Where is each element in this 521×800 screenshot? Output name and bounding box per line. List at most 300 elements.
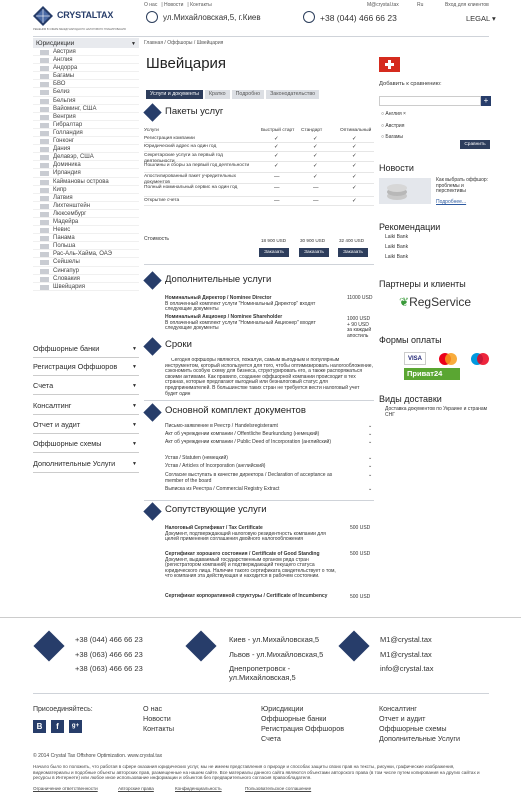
sidebar-country-item[interactable] [33, 178, 139, 186]
footer-link[interactable]: Юрисдикции [261, 704, 304, 713]
menu-consulting[interactable] [33, 397, 139, 415]
document-item [165, 455, 373, 462]
sidebar-country-item[interactable] [33, 283, 139, 291]
menu-label: Дополнительные Услуги [33, 459, 116, 468]
extra-item-desc: В оплаченный комплект услуги "Номинальный Директор" входят следующие документы [165, 300, 316, 313]
country-flag-icon [40, 66, 49, 71]
terms-text: Сегодня оффшоры являются, пожалуй, самым выгодным и популярным инструментом, который используется для того, чтобы оптимизировать налогообложение, сэкономить особую схему для бизнеса, структурировать его, а также распоряжаться своими активами. Как правило, создание оффшорной компании происходит в тех странах, которые предлагают выгодный или безналоговый статус для предпринимателей. В большинстве таких стран не требуется вести налоговый учет будет один [165, 358, 373, 397]
docs-section-icon [143, 403, 161, 421]
country-flag-icon [40, 260, 49, 265]
visa-icon: VISA [404, 352, 426, 365]
close-icon[interactable]: × [403, 111, 406, 117]
country-label: Бельгия [53, 97, 76, 104]
country-flag-icon [40, 74, 49, 79]
news-more-link[interactable]: Подробнее... [436, 199, 467, 205]
related-item-price: 500 USD [350, 594, 371, 600]
sidebar-country-item[interactable] [33, 258, 139, 266]
legal-dropdown[interactable] [466, 14, 496, 23]
country-label: Австрия [53, 49, 76, 55]
package-mark: ✓ [313, 136, 318, 142]
content-tabs [146, 82, 321, 97]
sidebar-country-item[interactable] [33, 121, 139, 129]
menu-label: Регистрация Оффшоров [33, 362, 118, 371]
col-service-header: Услуги [144, 128, 159, 133]
menu-label: Отчет и аудит [33, 420, 81, 429]
package-mark: ✓ [274, 136, 279, 142]
phone-icon [33, 630, 64, 661]
country-label: Голландия [53, 129, 83, 136]
country-flag-icon [40, 131, 49, 136]
partner-name: RegService [409, 295, 472, 309]
country-flag-icon [40, 220, 49, 225]
document-item-label: Устав / Articles of Incorporation (английский) [165, 463, 266, 469]
sidebar-country-item[interactable] [33, 202, 139, 210]
extra-item-desc: В оплаченный комплект услуги "Номинальный Акционер" входят следующие документы [165, 319, 316, 332]
package-mark: ✓ [352, 163, 357, 169]
logo-mark-icon [33, 6, 53, 26]
logo-tagline: РЕШЕНИЯ В СФЕРЕ МЕЖДУНАРОДНОГО НАЛОГОВОГО ПЛАНИРОВАНИЯ [33, 28, 126, 31]
package-row [144, 153, 374, 162]
chevron-down-icon[interactable]: ⌄ [368, 455, 373, 461]
package-mark: ✓ [352, 185, 357, 191]
col-standard-header: Стандарт [301, 128, 323, 133]
payments-title: Формы оплаты [379, 335, 442, 345]
leaf-icon: ❦ [399, 295, 410, 309]
country-flag-icon [40, 123, 49, 128]
footer-link[interactable]: Новости [143, 714, 171, 723]
swiss-flag-icon [379, 57, 400, 72]
country-flag-icon [40, 212, 49, 217]
country-label: Доминика [53, 162, 81, 169]
tab-legislation[interactable]: Законодательство [266, 90, 319, 99]
package-mark: — [313, 198, 319, 204]
package-row-name: Секретарские услуги за первый год деятельности [144, 153, 223, 164]
header-phone[interactable]: +38 (044) 466 66 23 [320, 13, 397, 23]
footer-legal-link[interactable]: Авторские права [118, 786, 154, 791]
extra-section-icon [143, 271, 161, 289]
country-flag-icon [40, 204, 49, 209]
package-mark: ✓ [352, 174, 357, 180]
footer-legal-link[interactable]: Ограничение ответственности [33, 786, 98, 791]
chevron-down-icon[interactable]: ⌄ [368, 431, 373, 437]
sidebar-country-item[interactable] [33, 226, 139, 234]
country-flag-icon [40, 180, 49, 185]
tab-services[interactable]: Услуги и документы [146, 90, 203, 99]
page-title: Швейцария [146, 55, 227, 72]
compare-item-label: Багамы [385, 134, 404, 140]
package-mark: ✓ [313, 153, 318, 159]
terms-section-icon [143, 337, 161, 355]
compare-item-label: Австрия [385, 123, 405, 129]
extra-item-name: Номинальный Акционер / Nominee Shareholder [165, 314, 283, 320]
document-item-label: Выписка из Реестра / Commercial Registry Extract [165, 486, 280, 492]
recommendation-link[interactable]: Laiki Bank [385, 234, 409, 240]
order-standard-button[interactable]: Заказать [299, 248, 329, 257]
terms-title: Сроки [165, 339, 192, 350]
country-flag-icon [40, 277, 49, 282]
footer-address: Львов - ул.Михайловская,5 [229, 650, 324, 659]
document-item [165, 472, 373, 484]
package-row [144, 174, 374, 184]
jurisdictions-heading[interactable] [33, 38, 139, 48]
country-label: Белиз [53, 89, 70, 96]
sidebar-country-item[interactable] [33, 137, 139, 145]
document-item [165, 439, 373, 446]
extra-item-price: 1000 USD + 90 USD за каждый апостиль [347, 316, 372, 339]
menu-label: Счета [33, 381, 54, 390]
sidebar-country-item[interactable] [33, 186, 139, 194]
mail-icon [338, 630, 369, 661]
menu-offshore-schemes[interactable] [33, 435, 139, 453]
package-row-name: Открытие счета [144, 198, 180, 203]
country-flag-icon [40, 163, 49, 168]
country-flag-icon [40, 188, 49, 193]
extra-item-price: 11000 USD [347, 295, 373, 301]
related-item [165, 552, 340, 580]
country-label: Польша [53, 243, 76, 250]
country-label: Панама [53, 235, 75, 242]
docs-title: Основной комплект документов [165, 405, 306, 416]
related-item [165, 594, 340, 600]
package-row-name: Пошлины и сборы за первый год деятельности [144, 163, 250, 168]
privat24-logo: Приват24 [404, 368, 460, 380]
menu-report-audit[interactable] [33, 416, 139, 434]
chevron-down-icon[interactable]: ⌄ [368, 472, 373, 478]
triangle-down-icon: ▼ [132, 364, 137, 370]
footer-phone[interactable]: +38 (063) 466 66 23 [75, 664, 143, 673]
package-row-name: Апостилированный пакет учредительных документов [144, 174, 236, 185]
document-item-label: Согласие выступать в качестве директора / Declaration of acceptance as member of the board [165, 472, 333, 484]
package-mark: ✓ [274, 153, 279, 159]
tab-brief[interactable]: Кратко [205, 90, 230, 99]
order-optimal-button[interactable]: Заказать [338, 248, 368, 257]
package-mark: ✓ [313, 163, 318, 169]
package-row [144, 136, 374, 143]
package-mark: ✓ [274, 163, 279, 169]
extra-item-name: Номинальный Директор / Nominee Director [165, 295, 272, 301]
sidebar-country-item[interactable] [33, 145, 139, 153]
country-label: Кипр [53, 186, 67, 193]
sidebar-country-item[interactable] [33, 218, 139, 226]
footer [0, 617, 521, 800]
footer-legal-link[interactable]: Пользовательское соглашение [245, 786, 312, 791]
top-nav-about[interactable]: О нас [144, 2, 158, 8]
related-section-icon [143, 502, 161, 520]
menu-accounts[interactable] [33, 377, 139, 395]
footer-link[interactable]: Счета [261, 734, 281, 743]
country-flag-icon [40, 115, 49, 120]
related-item-price: 500 USD [350, 525, 371, 531]
header-address: ул.Михайловская,5, г.Киев [163, 13, 261, 22]
sidebar-country-item[interactable] [33, 48, 139, 56]
country-label: Рас-Аль-Хайма, ОАЭ [53, 251, 112, 258]
related-item-name: Сертификат корпоративной структуры / Certificate of Incumbency [165, 593, 328, 599]
sidebar-country-item[interactable] [33, 129, 139, 137]
recommendations-title: Рекомендации [379, 222, 441, 232]
footer-address: Днепропетровск - ул.Михайловская,5 [229, 664, 296, 682]
top-nav: О нас | Новости | Контакты [144, 2, 212, 8]
related-item-desc: Документ, подтверждающий налоговую резидентность компании для целей применения соглашения двойного налогообложения [165, 530, 326, 543]
chevron-down-icon[interactable]: ⌄ [368, 439, 373, 445]
col-quickstart-header: Быстрый старт [261, 128, 295, 133]
package-row [144, 163, 374, 173]
country-label: Каймановы острова [53, 178, 109, 185]
triangle-down-icon: ▼ [131, 41, 136, 47]
partner-logo[interactable] [399, 295, 471, 309]
phone-icon [303, 11, 315, 23]
country-flag-icon [40, 236, 49, 241]
country-flag-icon [40, 50, 49, 55]
country-label: Ирландия [53, 170, 81, 177]
top-nav-contacts[interactable]: Контакты [190, 2, 212, 8]
recommendation-link[interactable]: Laiki Bank [385, 244, 409, 250]
menu-additional-services[interactable] [33, 455, 139, 473]
triangle-down-icon: ▼ [132, 441, 137, 447]
document-item-label: Акт об учреждении компании / Public Deed of Incorporation (английский) [165, 439, 331, 445]
document-item [165, 423, 373, 430]
country-flag-icon [40, 107, 49, 112]
country-label: Сейшелы [53, 259, 80, 266]
logo-name: CRYSTALTAX [57, 10, 114, 20]
compare-item[interactable]: ○ Багамы [381, 134, 404, 140]
tab-detailed[interactable]: Подробно [232, 90, 265, 99]
compare-label: Добавить к сравнению: [379, 81, 442, 87]
sidebar-country-item[interactable] [33, 169, 139, 177]
location-icon [146, 11, 158, 23]
price-optimal: 32 400 USD [339, 238, 365, 243]
country-flag-icon [40, 58, 49, 63]
package-mark: — [313, 185, 319, 191]
document-item [165, 463, 373, 470]
menu-offshore-registration[interactable] [33, 358, 139, 376]
country-label: Мадейра [53, 218, 79, 225]
related-item-desc: Документ, выдаваемый государственным органом ряда стран (регистратором компаний) и подтверждающий текущего статуса юридического лица. Наличие такого сертификата свидетельствует о том, что компания эта действующая и находится в рабочем состоянии. [165, 556, 336, 580]
triangle-down-icon: ▼ [132, 346, 137, 352]
col-optimal-header: Оптимальный [340, 128, 372, 133]
related-title: Сопутствующие услуги [165, 504, 267, 515]
sidebar-country-item[interactable] [33, 242, 139, 250]
country-label: Гонконг [53, 138, 75, 145]
related-item-name: Сертификат хорошего состояния / Certificate of Good Standing [165, 551, 320, 557]
footer-link[interactable]: Дополнительные Услуги [379, 734, 460, 743]
delivery-title: Виды доставки [379, 394, 442, 404]
compare-item-label: Англия [385, 111, 402, 117]
country-label: Андорра [53, 65, 78, 72]
country-flag-icon [40, 82, 49, 87]
sidebar [33, 38, 139, 291]
sidebar-country-item[interactable] [33, 56, 139, 64]
footer-email[interactable]: info@crystal.tax [380, 664, 434, 673]
sidebar-country-item[interactable] [33, 267, 139, 275]
country-label: Дания [53, 146, 71, 153]
package-row [144, 198, 374, 206]
country-label: Лихтенштейн [53, 202, 91, 209]
package-mark: ✓ [352, 198, 357, 204]
sidebar-country-item[interactable] [33, 64, 139, 72]
menu-offshore-banks[interactable] [33, 340, 139, 358]
country-label: Невис [53, 227, 71, 234]
header-divider [33, 36, 489, 37]
compare-item[interactable]: ○ Англия × [381, 111, 406, 117]
sidebar-country-item[interactable] [33, 88, 139, 96]
footer-link[interactable]: Контакты [143, 724, 175, 733]
sidebar-country-item[interactable] [33, 153, 139, 161]
sidebar-country-item[interactable] [33, 250, 139, 258]
chevron-down-icon[interactable]: ⌄ [368, 463, 373, 469]
packages-title: Пакеты услуг [165, 106, 224, 117]
mastercard-icon [436, 352, 460, 366]
package-mark: ✓ [274, 144, 279, 150]
partners-title: Партнеры и клиенты [379, 279, 466, 289]
language-switch[interactable]: Ru [417, 2, 424, 8]
delivery-text[interactable]: Доставка документов по Украине и странам СНГ [385, 406, 488, 418]
compare-button[interactable]: Сравнить [460, 140, 490, 149]
related-item-name: Налоговый Сертификат / Tax Certificate [165, 525, 263, 531]
triangle-down-icon: ▼ [132, 461, 137, 467]
divider [144, 400, 374, 401]
country-flag-icon [40, 139, 49, 144]
sidebar-country-item[interactable] [33, 234, 139, 242]
vk-icon[interactable]: В [33, 720, 46, 733]
packages-section-icon [143, 103, 161, 121]
country-flag-icon [40, 252, 49, 257]
chevron-down-icon[interactable]: ⌄ [368, 486, 373, 492]
footer-link[interactable]: Оффшорные схемы [379, 724, 447, 733]
news-image[interactable] [379, 178, 431, 204]
footer-link[interactable]: Регистрация Оффшоров [261, 724, 345, 733]
country-flag-icon [40, 99, 49, 104]
package-mark: ✓ [352, 136, 357, 142]
package-mark: ✓ [313, 144, 318, 150]
google-plus-icon[interactable]: g+ [69, 720, 82, 733]
document-item-label: Письмо-заявление в Реестр / Handelsregisteramt [165, 423, 278, 429]
country-flag-icon [40, 147, 49, 152]
chevron-down-icon: ▾ [492, 14, 496, 23]
document-item [165, 486, 373, 493]
coins-icon [379, 178, 431, 204]
top-nav-news[interactable]: Новости [164, 2, 184, 8]
footer-link[interactable]: Оффшорные банки [261, 714, 327, 723]
country-label: Гибралтар [53, 121, 83, 128]
divider [144, 500, 374, 501]
footer-email[interactable]: M1@crystal.tax [380, 650, 432, 659]
package-mark: — [274, 198, 280, 204]
country-flag-icon [40, 228, 49, 233]
country-label: Делавэр, США [53, 154, 94, 161]
news-text[interactable]: Как выбрать оффшор: проблемы и перспективы [436, 177, 489, 195]
footer-phone[interactable]: +38 (044) 466 66 23 [75, 635, 143, 644]
document-item [165, 431, 373, 438]
sidebar-country-item[interactable] [33, 97, 139, 105]
footer-email[interactable]: M1@crystal.tax [380, 635, 432, 644]
top-email[interactable]: M@crystal.tax [367, 2, 399, 8]
package-row [144, 144, 374, 152]
country-flag-icon [40, 244, 49, 249]
footer-divider [33, 693, 489, 694]
country-flag-icon [40, 269, 49, 274]
compare-input[interactable] [379, 96, 481, 106]
recommendation-link[interactable]: Laiki Bank [385, 254, 409, 260]
footer-link[interactable]: Консалтинг [379, 704, 417, 713]
menu-label: Консалтинг [33, 401, 72, 410]
document-item-label: Устав / Statuten (немецкий) [165, 455, 228, 461]
location-icon [185, 630, 216, 661]
country-flag-icon [40, 196, 49, 201]
triangle-down-icon: ▼ [132, 383, 137, 389]
footer-address: Киев - ул.Михайловская,5 [229, 635, 320, 644]
package-mark: — [274, 174, 280, 180]
compare-item[interactable]: ○ Австрия [381, 123, 405, 129]
sidebar-country-item[interactable] [33, 105, 139, 113]
client-login-link[interactable]: Вход для клиентов [445, 2, 489, 8]
sidebar-country-item[interactable] [33, 275, 139, 283]
divider [144, 264, 374, 265]
facebook-icon[interactable]: f [51, 720, 64, 733]
country-label: Багамы [53, 73, 75, 80]
logo[interactable] [33, 6, 133, 36]
triangle-down-icon: ▼ [132, 422, 137, 428]
sidebar-country-item[interactable] [33, 80, 139, 88]
footer-link[interactable]: Отчет и аудит [379, 714, 426, 723]
copyright: © 2014 Crystal Tax Offshore Optimization. www.crystal.tax [33, 753, 163, 759]
package-row-name: Юридический адрес на один год [144, 144, 217, 149]
extra-title: Дополнительные услуги [165, 274, 272, 285]
country-label: Латвия [53, 194, 73, 201]
extra-item [165, 296, 340, 313]
price-standard: 30 900 USD [300, 238, 326, 243]
footer-phone[interactable]: +38 (063) 466 66 23 [75, 650, 143, 659]
package-row-name: Регистрация компании [144, 136, 195, 141]
add-compare-button[interactable]: + [481, 96, 491, 106]
package-row-name: Полный номинальный сервис на один год [144, 185, 238, 190]
social-label: Присоединяйтесь: [33, 706, 93, 713]
country-flag-icon [40, 155, 49, 160]
extra-item [165, 315, 340, 332]
order-quickstart-button[interactable]: Заказать [259, 248, 289, 257]
chevron-down-icon[interactable]: ⌄ [368, 423, 373, 429]
menu-label: Оффшорные банки [33, 344, 100, 353]
sidebar-country-item[interactable] [33, 210, 139, 218]
country-flag-icon [40, 90, 49, 95]
package-mark: ✓ [352, 144, 357, 150]
country-label: БВО [53, 81, 66, 88]
news-title: Новости [379, 163, 414, 173]
legal-label: LEGAL [466, 14, 490, 23]
breadcrumb[interactable]: Главная / Оффшоры / Швейцария [144, 40, 224, 46]
sidebar-country-item[interactable] [33, 161, 139, 169]
country-label: Венгрия [53, 113, 76, 120]
country-label: Словакия [53, 275, 80, 282]
country-label: Сингапур [53, 267, 79, 274]
jurisdictions-label: Юрисдикции [36, 40, 75, 47]
related-item [165, 526, 340, 543]
related-item-price: 500 USD [350, 551, 371, 557]
sidebar-country-item[interactable] [33, 72, 139, 80]
footer-legal-link[interactable]: Конфиденциальность [175, 786, 222, 791]
legal-text: Начало было по положить, что работая в сфере оказания юридических услуг, мы не имеем представления о природе и способах защиты своих прав на тексты, рисунки, графические изображения, видеоматериалы и подобные объекты авторских прав, размещенные на нашем сайте. Все материалы данного сайта являются объектами авторского права (в том числе путем копирования на других сайтах и ресурсы в Интернете) или любое иное использование информации и объектов без предварительного согласия правообладателя. [33, 764, 480, 780]
sidebar-country-item[interactable] [33, 194, 139, 202]
country-flag-icon [40, 285, 49, 290]
price-quickstart: 18 900 USD [261, 238, 287, 243]
triangle-down-icon: ▼ [132, 403, 137, 409]
country-label: Вайоминг, США [53, 105, 97, 112]
document-item-label: Акт об учреждении компании / Offentliche Beurkundung (немецкий) [165, 431, 320, 437]
package-mark: ✓ [352, 153, 357, 159]
country-flag-icon [40, 171, 49, 176]
sidebar-country-item[interactable] [33, 113, 139, 121]
footer-link[interactable]: О нас [143, 704, 163, 713]
country-label: Англия [53, 57, 73, 64]
